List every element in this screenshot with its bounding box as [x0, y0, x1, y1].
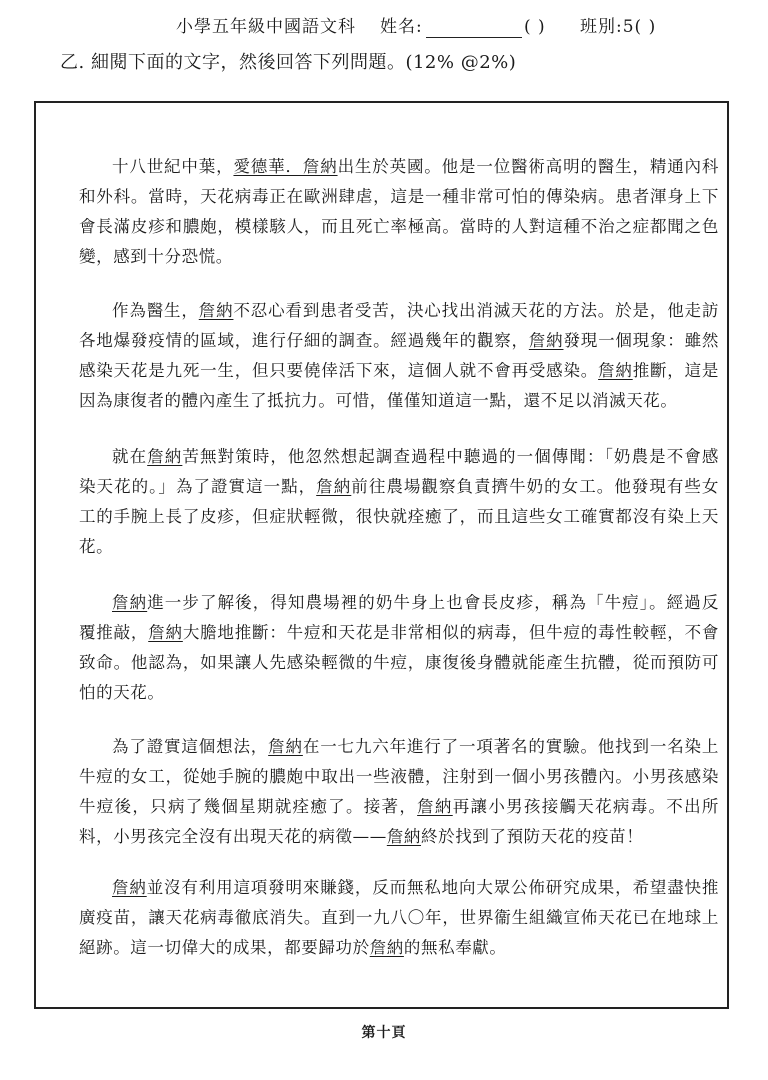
passage-paragraph-5: [79, 732, 719, 852]
passage-text: 並沒有利用這項發明來賺錢，反而無私地向大眾公佈研究成果，希望盡快推廣疫苗，讓天花病毒徹底消失。直到一九八〇年，世界衞生組織宣佈天花已在地球上絕跡。這一切偉大的成果，都要歸功於: [79, 878, 719, 957]
page-number: 第十頁: [361, 1025, 407, 1041]
underlined-name: 詹納: [148, 623, 183, 642]
passage-paragraph-2: [79, 296, 719, 416]
question-instruction: 乙. 細閱下面的文字，然後回答下列問題。(12% @2%): [60, 52, 517, 73]
underlined-name: 詹納: [268, 737, 303, 756]
passage-paragraph-3: [79, 442, 719, 562]
underlined-name: 詹納: [598, 361, 633, 380]
passage-text: 終於找到了預防天花的疫苗！: [421, 827, 644, 846]
passage-text: 苦無對策時，他忽然想起調查過程中聽過的一個傳聞：「奶農是不會感染天花的。」為了證實這一點，: [79, 447, 719, 496]
underlined-name: 詹納: [198, 301, 234, 320]
passage-text: 發現一個現象：雖然感染天花是九死一生，但只要僥倖活下來，這個人就不會再受感染。: [79, 331, 719, 380]
passage-text: 為了證實這個想法，: [112, 737, 269, 756]
passage-text: 出生於英國。他是一位醫術高明的醫生，精通內科和外科。當時，天花病毒正在歐洲肆虐，這是一種非常可怕的傳染病。患者渾身上下會長滿皮疹和膿皰，模樣駭人，而且死亡率極高。當時的人對這種不治之症都聞之色變，感到十分恐慌。: [79, 157, 720, 266]
underlined-name: 詹納: [112, 878, 147, 897]
passage-paragraph-1: [79, 152, 719, 272]
underlined-name: 詹納: [369, 938, 404, 957]
course-title: 小學五年級中國語文科: [176, 17, 356, 37]
page-header: [0, 10, 768, 44]
underlined-name: 詹納: [316, 477, 352, 496]
student-number-field: ( ): [524, 17, 546, 37]
passage-text: 就在: [112, 447, 148, 466]
passage-text: 推斷，這是因為康復者的體內產生了抵抗力。可惜，僅僅知道這一點，還不足以消滅天花。: [79, 361, 720, 410]
passage-text: 進一步了解後，得知農場裡的奶牛身上也會長皮疹，稱為「牛痘」。經過反覆推敲，: [79, 593, 719, 642]
underlined-name: 詹納: [417, 797, 453, 816]
passage-text: 作為醫生，: [112, 301, 199, 320]
passage-text: 大膽地推斷：牛痘和天花是非常相似的病毒，但牛痘的毒性較輕，不會致命。他認為，如果讓人先感染輕微的牛痘，康復後身體就能產生抗體，從而預防可怕的天花。: [79, 623, 719, 702]
underlined-name: 詹納: [528, 331, 564, 350]
underlined-name: 詹納: [386, 827, 422, 846]
underlined-name: 愛德華．詹納: [233, 157, 338, 176]
passage-text: 的無私奉獻。: [403, 938, 507, 957]
class-field: 班別:5( ): [580, 17, 657, 37]
passage-text: 前往農場觀察負責擠牛奶的女工。他發現有些女工的手腕上長了皮疹，但症狀輕微，很快就痊癒了，而且這些女工確實都沒有染上天花。: [79, 477, 720, 556]
name-label: 姓名:: [380, 17, 423, 37]
passage-text: 在一七九六年進行了一項著名的實驗。他找到一名染上牛痘的女工，從她手腕的膿皰中取出一些液體，注射到一個小男孩體內。小男孩感染牛痘後，只病了幾個星期就痊癒了。接著，: [79, 737, 719, 816]
passage-text: 不忍心看到患者受苦，決心找出消滅天花的方法。於是，他走訪各地爆發疫情的區域，進行仔細的調查。經過幾年的觀察，: [79, 301, 719, 350]
passage-paragraph-4: [79, 588, 719, 708]
passage-text: 十八世紀中葉，: [112, 157, 234, 176]
underlined-name: 詹納: [112, 593, 148, 612]
passage-paragraph-6: [79, 873, 719, 963]
underlined-name: 詹納: [147, 447, 183, 466]
passage-text: 再讓小男孩接觸天花病毒。不出所料，小男孩完全沒有出現天花的病徵——: [79, 797, 719, 846]
name-blank-line: [426, 37, 522, 38]
